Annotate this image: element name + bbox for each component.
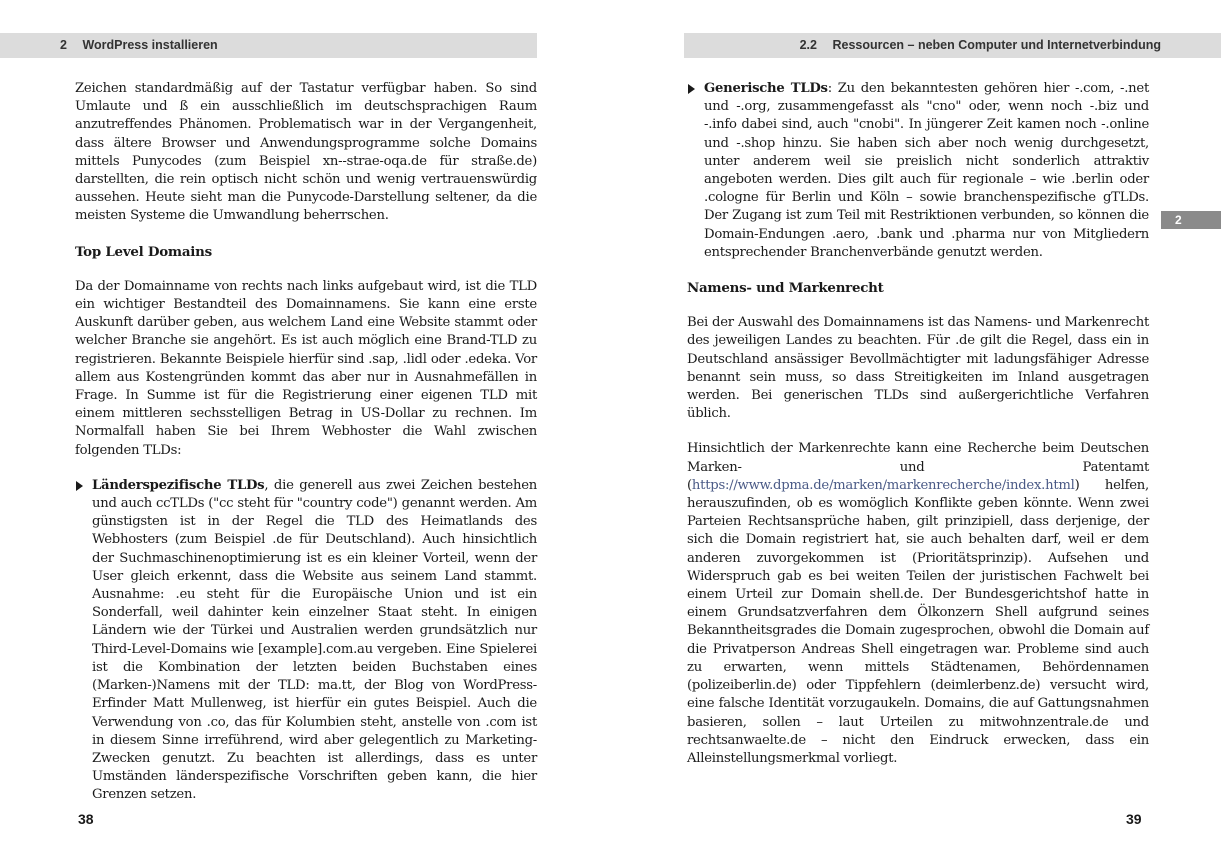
heading-top-level-domains: Top Level Domains <box>75 243 212 260</box>
section-title: Ressourcen – neben Computer und Internetverbindung <box>832 38 1161 52</box>
heading-namens-markenrecht: Namens- und Markenrecht <box>687 280 884 297</box>
intro-paragraph: Zeichen standardmäßig auf der Tastatur verfügbar haben. So sind Umlaute und ß ein ausschließlich im deutschsprachigen Raum anzutreffendes Phänomen. Problematisch war in der Vergangenheit, dass ältere Browser und Anwendungsprogramme solche Domains mittels Punycodes (zum Beispiel xn--strae-oqa.de für straße.de) darstellten, die rein optisch nicht schön und wenig vertrauenswürdig aussehen. Heute sieht man die Punycode-Darstellung seltener, da die meisten Systeme die Umwandlung beherrschen. <box>75 81 537 224</box>
names-paragraph: Bei der Auswahl des Domainnamens ist das Namens- und Markenrecht des jeweiligen Landes zu beachten. Für .de gilt die Regel, dass ein in Deutschland ansässiger Bevollmächtigter mit ladungsfähiger Adresse benannt sein muss, so dass Streitigkeiten im Inland ausgetragen werden. Bei generischen TLDs sind außergerichtliche Verfahren üblich. <box>687 315 1149 422</box>
bullet-generic-tlds <box>687 80 1149 262</box>
marken-text-after: ) helfen, herauszufinden, ob es womöglich Konflikte geben könnte. Wenn zwei Parteien Rechtsansprüche haben, gilt prinzipiell, dass derjenige, der sich die Domain registriert hat, sie auch behalten darf, weil er dem anderen zuvorgekommen ist (Prioritätsprinzip). Aufsehen und Widerspruch gab es bei weiten Teilen der juristischen Fachwelt bei einem Urteil zur Domain shell.de. Der Bundesgerichtshof hatte in einem Grundsatzverfahren dem Ölkonzern Shell aufgrund seines Bekanntheitsgrades die Domain zugesprochen, obwohl die Domain auf die Privatperson Andreas Shell eingetragen war. Probleme sind auch zu erwarten, wenn mittels Städtenamen, Behördennamen (polizeiberlin.de) oder Tippfehlern (deimlerbenz.de) versucht wird, eine falsche Identität vorzugaukeln. Domains, die auf Gattungsnahmen basieren, sollen – laut Urteilen zu mitwohnzentrale.de und rechtsanwaelte.de – nicht den Eindruck erwecken, dass ein Alleinstellungsmerkmal vorliegt. <box>687 477 1149 766</box>
chapter-number: 2 <box>60 38 67 52</box>
page-number-right: 39 <box>1126 811 1142 827</box>
running-head-right <box>684 33 1221 58</box>
right-column <box>687 80 1149 785</box>
right-page <box>610 0 1221 856</box>
dpma-link[interactable]: https://www.dpma.de/marken/markenrecherche/index.html <box>691 477 1075 493</box>
section-number: 2.2 <box>799 38 817 52</box>
bullet-term: Länderspezifische TLDs <box>92 477 265 493</box>
marken-paragraph <box>687 440 1149 768</box>
chapter-title: WordPress installieren <box>82 38 218 52</box>
left-page <box>0 0 610 856</box>
tld-paragraph: Da der Domainname von rechts nach links aufgebaut wird, ist die TLD ein wichtiger Bestandteil des Domainnamens. Sie kann eine erste Auskunft darüber geben, aus welchem Land eine Website stammt oder welcher Branche sie angehört. Es ist auch möglich eine Brand-TLD zu registrieren. Bekannte Beispiele hierfür sind .sap, .lidl oder .edeka. Vor allem aus Kostengründen kommt das aber nur in Ausnahmefällen in Frage. In Summe ist für die Registrierung einer eigenen TLD mit einem mittleren sechsstelligen Betrag in US-Dollar zu rechnen. Im Normalfall haben Sie bei Ihrem Webhoster die Wahl zwischen folgenden TLDs: <box>75 278 537 458</box>
bullet-country-tlds <box>75 477 537 805</box>
left-column <box>75 80 537 822</box>
bullet-triangle-icon <box>76 481 83 491</box>
bullet-text: : Zu den bekanntesten gehören hier -.com, -.net und -.org, zusammengefasst als "cno" oder, wenn noch -.biz und -.info dabei sind, auch "cnobi". In jüngerer Zeit kamen noch -.online und -.shop hinzu. Sie haben sich aber noch wenig durchgesetzt, unter anderem weil sie preislich nicht sonderlich attraktiv angeboten werden. Dies gilt auch für regionale – wie .berlin oder .cologne für Berlin und Köln – sowie branchenspezifische gTLDs. Der Zugang ist zum Teil mit Restriktionen verbunden, so können die Domain-Endungen .aero, .bank und .pharma nur von Mitgliedern entsprechender Branchenverbände genutzt werden. <box>704 81 1149 260</box>
running-head-left <box>0 33 537 58</box>
marken-text-before: Hinsichtlich der Markenrechte kann eine Recherche beim Deutschen Marken- und Patentamt ( <box>687 441 1149 493</box>
bullet-text: , die generell aus zwei Zeichen bestehen und auch ccTLDs ("cc steht für "country code") genannt werden. Am günstigsten ist in der Regel die TLD des Heimatlands des Webhosters (zum Beispiel .de für Deutschland). Auch hinsichtlich der Suchmaschinenoptimierung ist es ein kleiner Vorteil, wenn der User gleich erkennt, dass die Website aus seinem Land stammt. Ausnahme: .eu steht für die Europäische Union und ist ein Sonderfall, weil dahinter kein einzelner Staat steht. In einigen Ländern wie der Türkei und Australien werden grundsätzlich nur Third-Level-Domains wie [example].com.au vergeben. Eine Spielerei ist die Kombination der letzten beiden Buchstaben eines (Marken-)Namens mit der TLD: ma.tt, der Blog von WordPress-Erfinder Matt Mullenweg, ist hierfür ein gutes Beispiel. Auch die Verwendung von .co, das für Kolumbien steht, anstelle von .com ist in diesem Sinne irreführend, wird aber gelegentlich zu Marketing-Zwecken genutzt. Zu beachten ist allerdings, dass es unter Umständen länderspezifische Vorschriften geben kann, die hier Grenzen setzen. <box>92 477 538 803</box>
bullet-triangle-icon <box>688 84 695 94</box>
bullet-term: Generische TLDs <box>704 81 828 96</box>
chapter-tab: 2 <box>1161 211 1221 229</box>
page-number-left: 38 <box>78 811 94 827</box>
